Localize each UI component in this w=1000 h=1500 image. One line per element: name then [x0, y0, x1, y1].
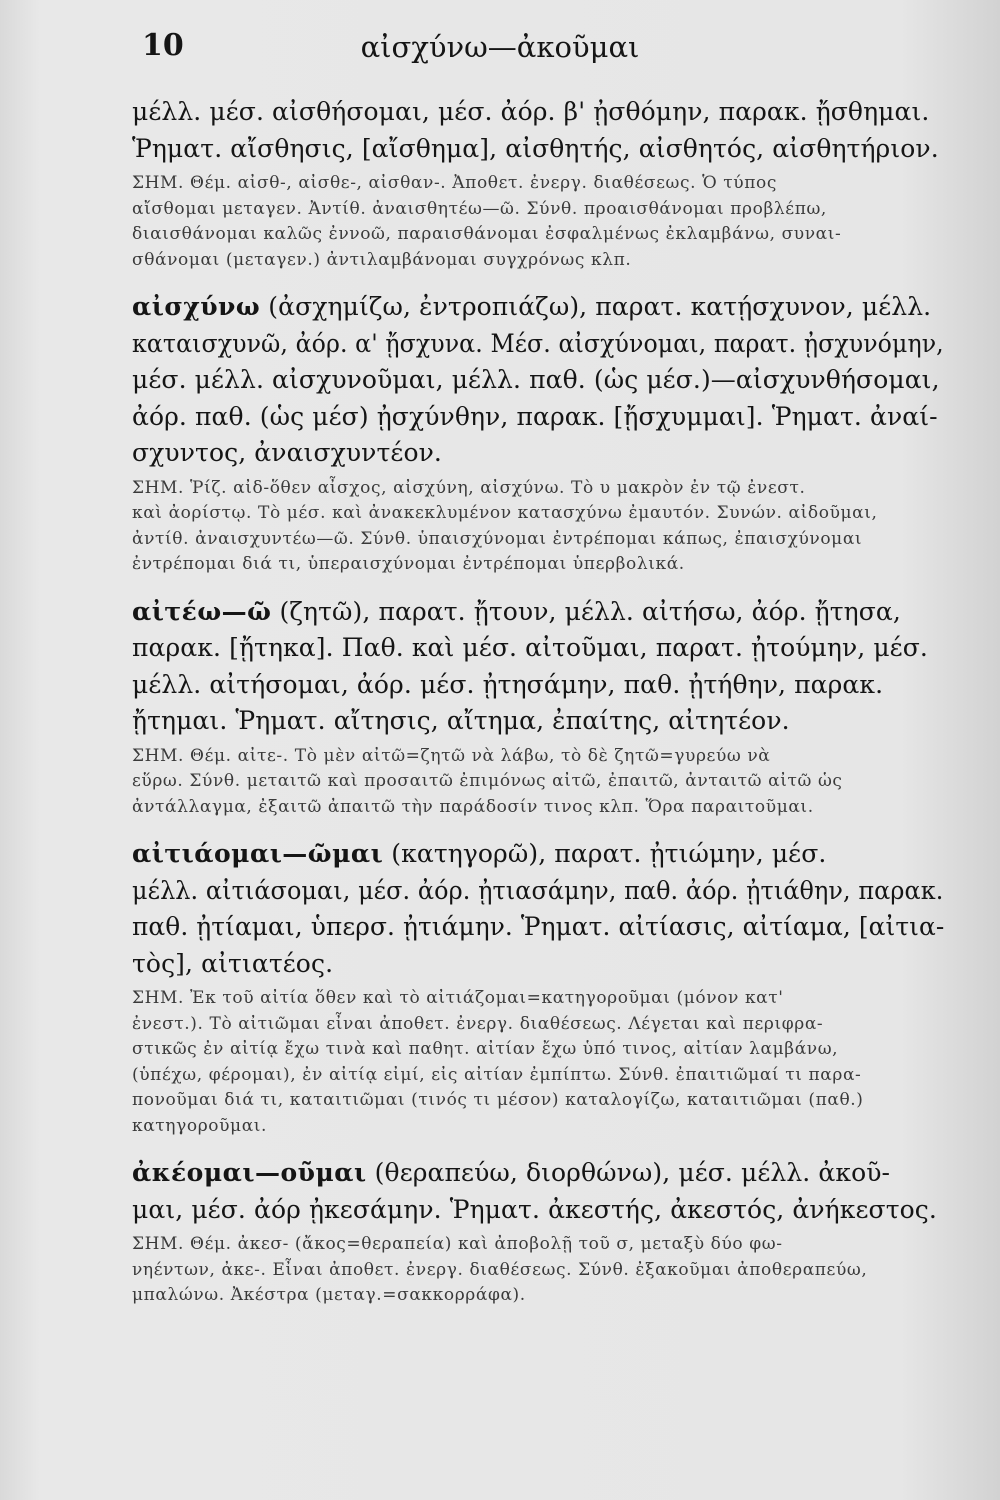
entry-note: [132, 171, 944, 273]
main-line: μαι, μέσ. ἀόρ ᾐκεσάμην. Ῥηματ. ἀκεστής, ἀκεστός, ἀνήκεστος.: [132, 1194, 937, 1224]
headword: αἰτέω—ῶ: [132, 596, 272, 626]
main-line: [132, 1155, 944, 1192]
note-line: ἐνεστ.). Τὸ αἰτιῶμαι εἶναι ἀποθετ. ἐνεργ. διαθέσεως. Λέγεται καὶ περιφρα-: [132, 1013, 824, 1034]
note-line: κατηγοροῦμαι.: [132, 1115, 268, 1136]
main-line: [132, 289, 944, 326]
main-line-rest: (θεραπεύω, διορθώνω), μέσ. μέλλ. ἀκοῦ-: [366, 1158, 891, 1187]
note-line: νηέντων, ἀκε-. Εἶναι ἀποθετ. ἐνεργ. διαθέσεως. Σύνθ. ἐξακοῦμαι ἀποθεραπεύω,: [132, 1259, 868, 1280]
note-line: καὶ ἀορίστῳ. Τὸ μέσ. καὶ ἀνακεκλυμένον κατασχύνω ἐμαυτόν. Συνών. αἰδοῦμαι,: [132, 503, 878, 523]
entry-main-text: [132, 1155, 944, 1228]
entry-note: [132, 1232, 944, 1309]
note-line: πονοῦμαι διά τι, καταιτιῶμαι (τινός τι μέσον) καταλογίζω, καταιτιῶμαι (παθ.): [132, 1090, 864, 1110]
note-line: ἀντάλλαγμα, ἐξαιτῶ ἀπαιτῶ τὴν παράδοσίν τινος κλπ. Ὅρα παραιτοῦμαι.: [132, 796, 814, 817]
entry-main-text: [132, 94, 944, 167]
main-line: τὸς], αἰτιατέος.: [132, 948, 334, 978]
entry-aischyno: [132, 289, 944, 578]
main-line: ᾔτημαι. Ῥηματ. αἴτησις, αἴτημα, ἐπαίτης, αἰτητέον.: [132, 706, 790, 735]
note-line: εὕρω. Σύνθ. μεταιτῶ καὶ προσαιτῶ ἐπιμόνως αἰτῶ, ἐπαιτῶ, ἀνταιτῶ αἰτῶ ὡς: [132, 771, 843, 791]
headword: αἰτιάομαι—ῶμαι: [132, 839, 384, 868]
entry-continuation: [132, 94, 944, 273]
entry-aiteo: [132, 594, 944, 821]
main-line-rest: (ἀσχημίζω, ἐντροπιάζω), παρατ. κατῄσχυνον, μέλλ.: [260, 292, 932, 321]
note-line: ἐντρέπομαι διά τι, ὑπεραισχύνομαι ἐντρέπομαι ὑπερβολικά.: [132, 554, 685, 574]
main-line-rest: (ζητῶ), παρατ. ᾔτουν, μέλλ. αἰτήσω, ἀόρ. ᾔτησα,: [271, 596, 901, 626]
running-head: αἰσχύνω—ἀκοῦμαι: [360, 30, 640, 64]
main-line: μέλλ. αἰτήσομαι, ἀόρ. μέσ. ᾐτησάμην, παθ. ᾐτήθην, παρακ.: [132, 669, 884, 699]
entry-aitiaomai: [132, 836, 944, 1139]
note-line: (ὑπέχω, φέρομαι), ἐν αἰτίᾳ εἰμί, εἰς αἰτίαν ἐμπίπτω. Σύνθ. ἐπαιτιῶμαί τι παρα-: [132, 1064, 862, 1085]
main-line: [132, 594, 944, 631]
headword: αἰσχύνω: [132, 292, 261, 321]
note-line: ΣΗΜ. Θέμ. ἀκεσ- (ἄκος=θεραπεία) καὶ ἀποβολῇ τοῦ σ, μεταξὺ δύο φω-: [132, 1234, 783, 1254]
note-line: σθάνομαι (μεταγεν.) ἀντιλαμβάνομαι συγχρόνως κλπ.: [132, 249, 632, 270]
note-line: ΣΗΜ. Ἐκ τοῦ αἰτία ὅθεν καὶ τὸ αἰτιάζομαι=κατηγοροῦμαι (μόνον κατ': [132, 988, 784, 1008]
main-line: σχυντος, ἀναισχυντέον.: [132, 438, 442, 467]
main-line-rest: (κατηγορῶ), παρατ. ᾐτιώμην, μέσ.: [383, 839, 827, 868]
main-line: παρακ. [ᾔτηκα]. Παθ. καὶ μέσ. αἰτοῦμαι, παρατ. ᾐτούμην, μέσ.: [132, 633, 928, 662]
entry-note: [132, 986, 944, 1139]
note-line: ΣΗΜ. Θέμ. αἰτε-. Τὸ μὲν αἰτῶ=ζητῶ νὰ λάβω, τὸ δὲ ζητῶ=γυρεύω νὰ: [132, 745, 771, 766]
main-line: Ῥηματ. αἴσθησις, [αἴσθημα], αἰσθητής, αἰσθητός, αἰσθητήριον.: [132, 133, 939, 163]
dictionary-content: [132, 94, 944, 1325]
entry-note: [132, 744, 944, 821]
main-line: μέσ. μέλλ. αἰσχυνοῦμαι, μέλλ. παθ. (ὡς μέσ.)—αἰσχυνθήσομαι,: [132, 365, 940, 394]
entry-main-text: [132, 836, 944, 982]
note-line: μπαλώνω. Ἀκέστρα (μεταγ.=σακκορράφα).: [132, 1285, 526, 1305]
note-line: ΣΗΜ. Ῥίζ. αἰδ-ὅθεν αἶσχος, αἰσχύνη, αἰσχύνω. Τὸ υ μακρὸν ἐν τῷ ἐνεστ.: [132, 477, 806, 498]
headword: ἀκέομαι—οῦμαι: [132, 1158, 367, 1187]
entry-note: [132, 476, 944, 578]
entry-main-text: [132, 289, 944, 472]
note-line: διαισθάνομαι καλῶς ἐννοῶ, παραισθάνομαι ἐσφαλμένως ἐκλαμβάνω, συναι-: [132, 224, 842, 244]
entry-main-text: [132, 594, 944, 740]
note-line: ἀντίθ. ἀναισχυντέω—ῶ. Σύνθ. ὑπαισχύνομαι ἐντρέπομαι κάπως, ἐπαισχύνομαι: [132, 528, 863, 549]
main-line: μέλλ. μέσ. αἰσθήσομαι, μέσ. ἀόρ. β' ᾐσθόμην, παρακ. ᾔσθημαι.: [132, 97, 930, 126]
note-line: ΣΗΜ. Θέμ. αἰσθ-, αἰσθε-, αἰσθαν-. Ἀποθετ. ἐνεργ. διαθέσεως. Ὁ τύπος: [132, 173, 777, 193]
main-line: καταισχυνῶ, ἀόρ. α' ᾔσχυνα. Μέσ. αἰσχύνομαι, παρατ. ᾐσχυνόμην,: [132, 328, 944, 358]
entry-akeomai: [132, 1155, 944, 1309]
main-line: [132, 836, 944, 873]
main-line: παθ. ᾐτίαμαι, ὑπερσ. ᾐτιάμην. Ῥηματ. αἰτίασις, αἰτίαμα, [αἰτια-: [132, 912, 945, 941]
page-header: [0, 28, 1000, 78]
page-number: 10: [142, 28, 184, 63]
note-line: αἴσθομαι μεταγεν. Ἀντίθ. ἀναισθητέω—ῶ. Σύνθ. προαισθάνομαι προβλέπω,: [132, 198, 827, 219]
main-line: μέλλ. αἰτιάσομαι, μέσ. ἀόρ. ᾐτιασάμην, παθ. ἀόρ. ᾐτιάθην, παρακ.: [132, 875, 944, 905]
main-line: ἀόρ. παθ. (ὡς μέσ) ᾐσχύνθην, παρακ. [ᾔσχυμμαι]. Ῥηματ. ἀναί-: [132, 401, 938, 431]
note-line: στικῶς ἐν αἰτίᾳ ἔχω τινὰ καὶ παθητ. αἰτίαν ἔχω ὑπό τινος, αἰτίαν λαμβάνω,: [132, 1039, 839, 1059]
